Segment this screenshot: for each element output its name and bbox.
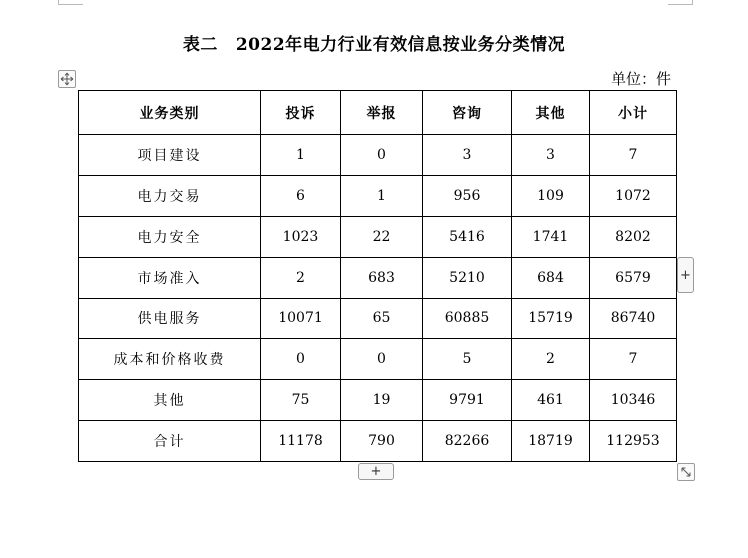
- value-cell: 2: [512, 339, 590, 380]
- category-cell: 电力安全: [79, 216, 261, 257]
- column-header: 业务类别: [79, 91, 261, 135]
- value-cell: 5416: [423, 216, 512, 257]
- category-cell: 合计: [79, 421, 261, 462]
- subtotal-cell: 6579: [590, 257, 677, 298]
- value-cell: 82266: [423, 421, 512, 462]
- value-cell: 0: [261, 339, 341, 380]
- value-cell: 0: [341, 135, 423, 176]
- total-row: [79, 421, 677, 462]
- value-cell: 75: [261, 380, 341, 421]
- column-header: 咨询: [423, 91, 512, 135]
- subtotal-cell: 8202: [590, 216, 677, 257]
- table-row: [79, 380, 677, 421]
- page-corner-mark-left: [58, 0, 83, 5]
- category-cell: 供电服务: [79, 298, 261, 339]
- value-cell: 109: [512, 175, 590, 216]
- table-row: [79, 175, 677, 216]
- table-row: [79, 257, 677, 298]
- table-move-handle[interactable]: [58, 70, 76, 88]
- value-cell: 22: [341, 216, 423, 257]
- column-header: 其他: [512, 91, 590, 135]
- subtotal-cell: 7: [590, 135, 677, 176]
- table-row: [79, 135, 677, 176]
- value-cell: 5210: [423, 257, 512, 298]
- value-cell: 15719: [512, 298, 590, 339]
- category-cell: 成本和价格收费: [79, 339, 261, 380]
- value-cell: 19: [341, 380, 423, 421]
- table-row: [79, 339, 677, 380]
- table-row: [79, 216, 677, 257]
- value-cell: 956: [423, 175, 512, 216]
- subtotal-cell: 1072: [590, 175, 677, 216]
- column-header: 投诉: [261, 91, 341, 135]
- category-cell: 电力交易: [79, 175, 261, 216]
- page-corner-mark-right: [668, 0, 693, 5]
- value-cell: 6: [261, 175, 341, 216]
- value-cell: 683: [341, 257, 423, 298]
- table-resize-handle[interactable]: [677, 463, 695, 481]
- value-cell: 684: [512, 257, 590, 298]
- value-cell: 65: [341, 298, 423, 339]
- subtotal-cell: 10346: [590, 380, 677, 421]
- value-cell: 3: [512, 135, 590, 176]
- value-cell: 1: [341, 175, 423, 216]
- subtotal-cell: 7: [590, 339, 677, 380]
- value-cell: 11178: [261, 421, 341, 462]
- value-cell: 18719: [512, 421, 590, 462]
- column-header: 举报: [341, 91, 423, 135]
- document-title: [0, 30, 748, 55]
- subtotal-cell: 86740: [590, 298, 677, 339]
- value-cell: 2: [261, 257, 341, 298]
- value-cell: 790: [341, 421, 423, 462]
- subtotal-cell: 112953: [590, 421, 677, 462]
- value-cell: 60885: [423, 298, 512, 339]
- data-table: [78, 90, 677, 462]
- column-header: 小计: [590, 91, 677, 135]
- plus-icon: +: [680, 267, 691, 283]
- value-cell: 0: [341, 339, 423, 380]
- add-column-button[interactable]: [677, 257, 694, 293]
- value-cell: 1: [261, 135, 341, 176]
- title-label: 表二: [182, 35, 218, 55]
- move-icon: [60, 72, 74, 86]
- resize-icon: [680, 466, 692, 478]
- title-text: 2022年电力行业有效信息按业务分类情况: [235, 35, 566, 55]
- value-cell: 9791: [423, 380, 512, 421]
- unit-label: 单位：件: [610, 70, 671, 88]
- add-row-button[interactable]: [358, 463, 394, 480]
- value-cell: 5: [423, 339, 512, 380]
- category-cell: 市场准入: [79, 257, 261, 298]
- category-cell: 项目建设: [79, 135, 261, 176]
- value-cell: 1741: [512, 216, 590, 257]
- value-cell: 1023: [261, 216, 341, 257]
- table-row: [79, 298, 677, 339]
- plus-icon: +: [370, 464, 382, 479]
- category-cell: 其他: [79, 380, 261, 421]
- value-cell: 461: [512, 380, 590, 421]
- value-cell: 10071: [261, 298, 341, 339]
- table-header-row: [79, 91, 677, 135]
- value-cell: 3: [423, 135, 512, 176]
